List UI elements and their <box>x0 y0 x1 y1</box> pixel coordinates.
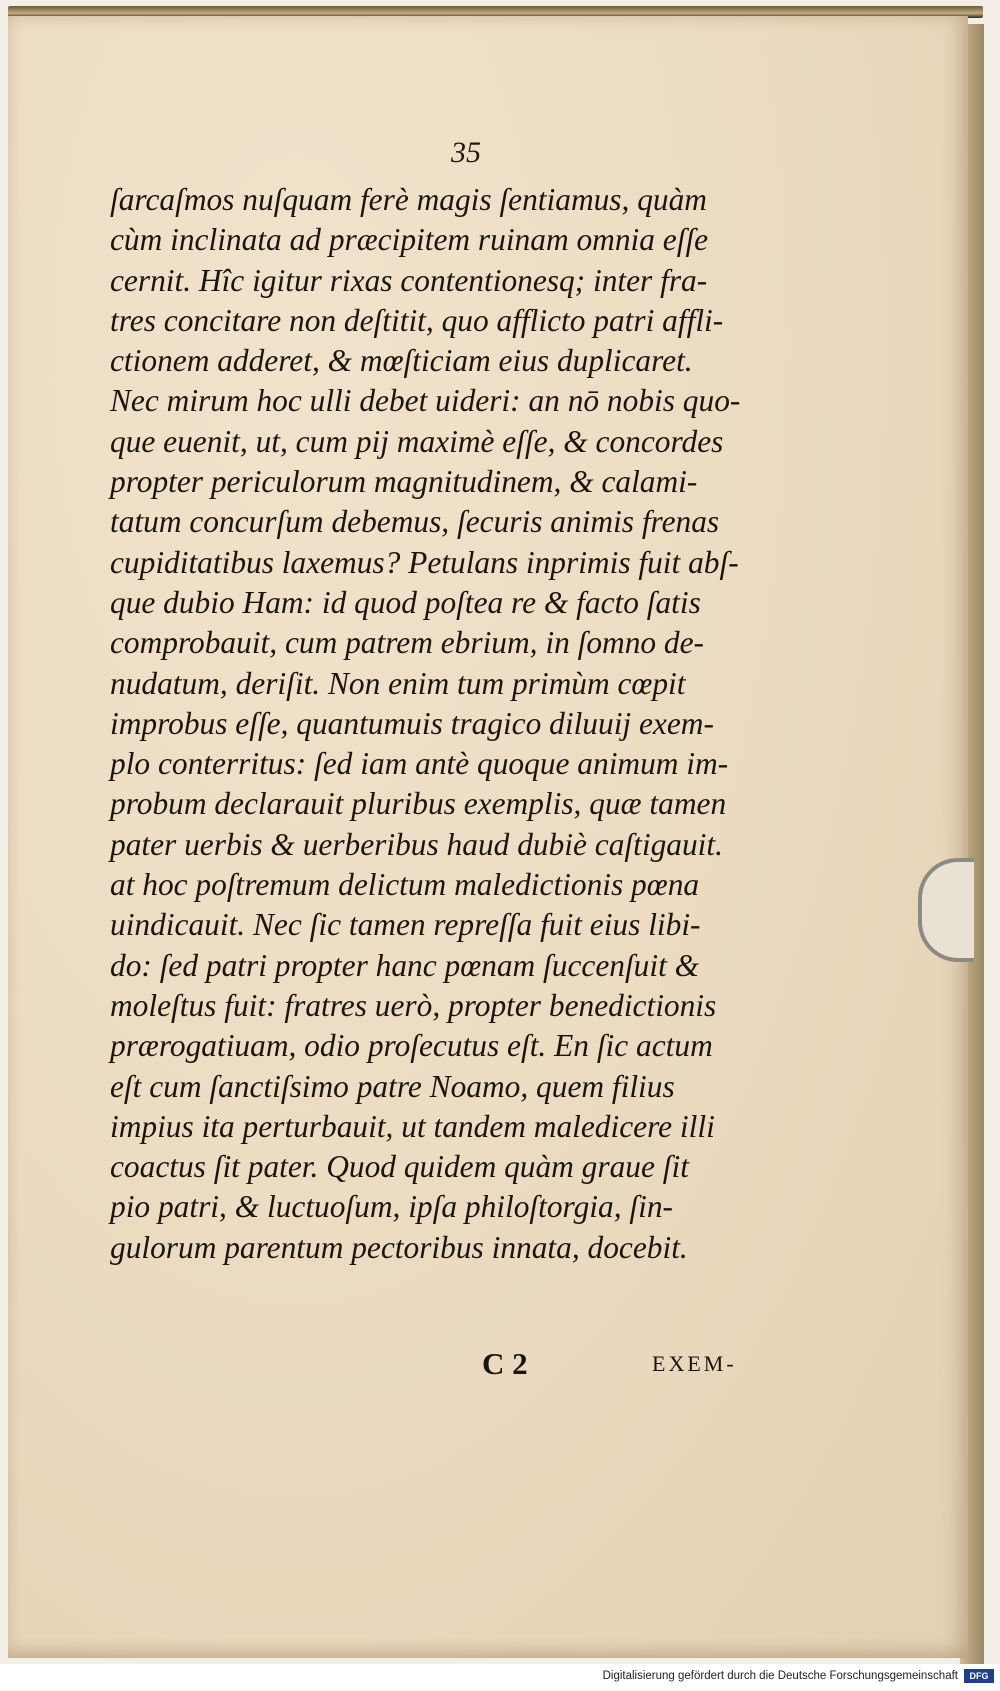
text-line: pater uerbis & uerberibus haud dubiè caſtigauit. <box>110 826 723 862</box>
text-line: cupiditatibus laxemus? Petulans inprimis fuit abſ- <box>110 544 739 580</box>
catchword: EXEM- <box>652 1351 737 1376</box>
text-line: nudatum, deriſit. Non enim tum primùm cœpit <box>110 665 686 701</box>
body-text <box>110 180 795 1268</box>
text-line: cùm inclinata ad præcipitem ruinam omnia eſſe <box>110 222 709 258</box>
text-line: que dubio Ham: id quod poſtea re & facto ſatis <box>110 584 701 620</box>
text-line: ſarcaſmos nuſquam ferè magis ſentiamus, quàm <box>110 182 707 217</box>
text-line: do: ſed patri propter hanc pœnam ſuccenſuit & <box>110 947 700 983</box>
text-line: tatum concurſum debemus, ſecuris animis frenas <box>110 504 720 540</box>
text-line: plo conterritus: ſed iam antè quoque animum im- <box>110 746 729 782</box>
text-line: prærogatiuam, odio proſecutus eſt. En ſic actum <box>110 1028 713 1064</box>
dfg-logo-icon: DFG <box>964 1669 994 1683</box>
text-line: que euenit, ut, cum pij maximè eſſe, & concordes <box>110 423 724 459</box>
text-line: at hoc poſtremum delictum maledictionis pœna <box>110 867 700 903</box>
text-line: pio patri, & luctuoſum, ipſa philoſtorgia, ſin- <box>110 1189 674 1225</box>
text-line: tres concitare non deſtitit, quo afflicto patri affli- <box>110 302 724 338</box>
clip-tab <box>918 858 974 962</box>
text-line: probum declarauit pluribus exemplis, quæ tamen <box>110 786 727 822</box>
text-line: improbus eſſe, quantumuis tragico diluuij exem- <box>110 705 714 741</box>
text-line: propter periculorum magnitudinem, & calami- <box>110 464 698 500</box>
text-line: impius ita perturbauit, ut tandem maledicere illi <box>110 1108 715 1144</box>
footer-bar <box>0 1664 1000 1691</box>
page-number: 35 <box>451 136 481 169</box>
text-line: moleſtus fuit: fratres uerò, propter benedictionis <box>110 987 717 1023</box>
text-line: Nec mirum hoc ulli debet uideri: an nō nobis quo- <box>110 383 741 419</box>
footer-credit: Digitalisierung gefördert durch die Deutsche Forschungsgemeinschaft <box>602 1670 958 1682</box>
text-line: cernit. Hîc igitur rixas contentionesq; inter fra- <box>110 262 708 298</box>
signature-mark: C 2 <box>482 1346 528 1381</box>
text-line: ctionem adderet, & mœſticiam eius duplicaret. <box>110 343 693 379</box>
text-line: coactus ſit pater. Quod quidem quàm graue ſit <box>110 1149 689 1185</box>
text-line: eſt cum ſanctiſsimo patre Noamo, quem filius <box>110 1068 675 1104</box>
text-line: gulorum parentum pectoribus innata, docebit. <box>110 1229 688 1265</box>
text-line: uindicauit. Nec ſic tamen repreſſa fuit eius libi- <box>110 907 701 943</box>
text-line: comprobauit, cum patrem ebrium, in ſomno de- <box>110 625 705 661</box>
